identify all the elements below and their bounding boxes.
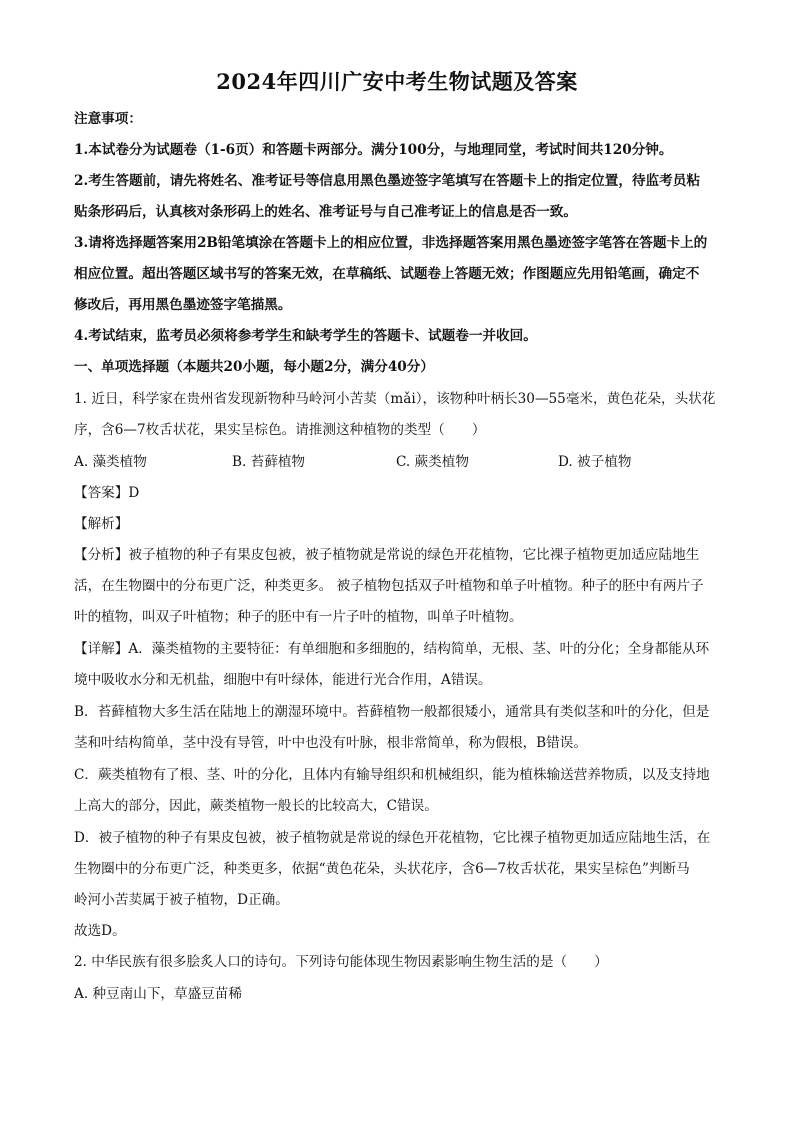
explanation-line: B．苔藓植物大多生活在陆地上的潮湿环境中。苔藓植物一般都很矮小，通常具有类似茎和叶的分化，但是 xyxy=(74,704,710,720)
document-title: 2024年四川广安中考生物试题及答案 xyxy=(216,69,578,94)
question-1-stem: 序，含6—7枚舌状花，果实呈棕色。请推测这种植物的类型（ ） xyxy=(74,422,486,438)
analysis-label: 【解析】 xyxy=(74,516,129,532)
option-a: A. 藻类植物 xyxy=(74,454,147,470)
notice-line: 贴条形码后，认真核对条形码上的姓名、准考证号与自己准考证上的信息是否一致。 xyxy=(74,204,577,220)
question-2-stem: 2. 中华民族有很多脍炙人口的诗句。下列诗句能体现生物因素影响生物生活的是（ ） xyxy=(74,954,608,970)
notice-line: 4.考试结束，监考员必须将参考学生和缺考学生的答题卡、试题卷一并收回。 xyxy=(74,328,537,344)
question-1-options xyxy=(74,452,734,472)
explanation-line: 上高大的部分，因此，蕨类植物一般长的比较高大，C错误。 xyxy=(74,798,438,814)
answer-line: 【答案】D xyxy=(74,485,140,501)
explanation-line: 叶的植物，叫双子叶植物；种子的胚中有一片子叶的植物，叫单子叶植物。 xyxy=(74,609,523,625)
notice-line: 2.考生答题前，请先将姓名、准考证号等信息用黑色墨迹签字笔填写在答题卡上的指定位置，待监考员粘 xyxy=(74,173,700,189)
conclusion-line: 故选D。 xyxy=(74,923,126,939)
notice-line: 3.请将选择题答案用2B铅笔填涂在答题卡上的相应位置，非选择题答案用黑色墨迹签字笔答在答题卡上的 xyxy=(74,235,708,251)
question-1-stem: 1. 近日，科学家在贵州省发现新物种马岭河小苦荬（mǎi），该物种叶柄长30—55毫米，黄色花朵，头状花 xyxy=(74,391,716,407)
explanation-line: 生物圈中的分布更广泛，种类更多，依据“黄色花朵，头状花序，含6—7枚舌状花，果实呈棕色”判断马 xyxy=(74,861,690,877)
question-2-option-a: A. 种豆南山下，草盛豆苗稀 xyxy=(74,986,242,1002)
explanation-line: 境中吸收水分和无机盐，细胞中有叶绿体，能进行光合作用，A错误。 xyxy=(74,672,492,688)
notice-line: 修改后，再用黑色墨迹签字笔描黑。 xyxy=(74,297,292,313)
section-heading: 一、单项选择题（本题共20小题，每小题2分，满分40分） xyxy=(74,359,434,375)
notice-heading: 注意事项： xyxy=(74,111,142,127)
explanation-line: C．蕨类植物有了根、茎、叶的分化，且体内有输导组织和机械组织，能为植株输送营养物质，以及支持地 xyxy=(74,767,710,783)
explanation-line: D．被子植物的种子有果皮包被，被子植物就是常说的绿色开花植物，它比裸子植物更加适应陆地生活，在 xyxy=(74,830,711,846)
explanation-line: 活，在生物圈中的分布更广泛，种类更多。 被子植物包括双子叶植物和单子叶植物。种子的胚中有两片子 xyxy=(74,578,704,594)
option-d: D. 被子植物 xyxy=(558,454,632,470)
option-c: C. 蕨类植物 xyxy=(396,454,469,470)
explanation-line: 【详解】A．藻类植物的主要特征：有单细胞和多细胞的，结构简单，无根、茎、叶的分化；全身都能从环 xyxy=(74,641,710,657)
explanation-line: 茎和叶结构简单，茎中没有导管，叶中也没有叶脉，根非常简单，称为假根，B错误。 xyxy=(74,735,587,751)
notice-line: 相应位置。超出答题区域书写的答案无效，在草稿纸、试题卷上答题无效；作图题应先用铅笔画，确定不 xyxy=(74,266,700,282)
explanation-line: 岭河小苦荬属于被子植物，D正确。 xyxy=(74,892,289,908)
option-b: B. 苔藓植物 xyxy=(232,454,306,470)
explanation-line: 【分析】被子植物的种子有果皮包被，被子植物就是常说的绿色开花植物，它比裸子植物更加适应陆地生 xyxy=(74,547,700,563)
notice-line: 1.本试卷分为试题卷（1-6页）和答题卡两部分。满分100分，与地理同堂，考试时间共120分钟。 xyxy=(74,142,673,158)
